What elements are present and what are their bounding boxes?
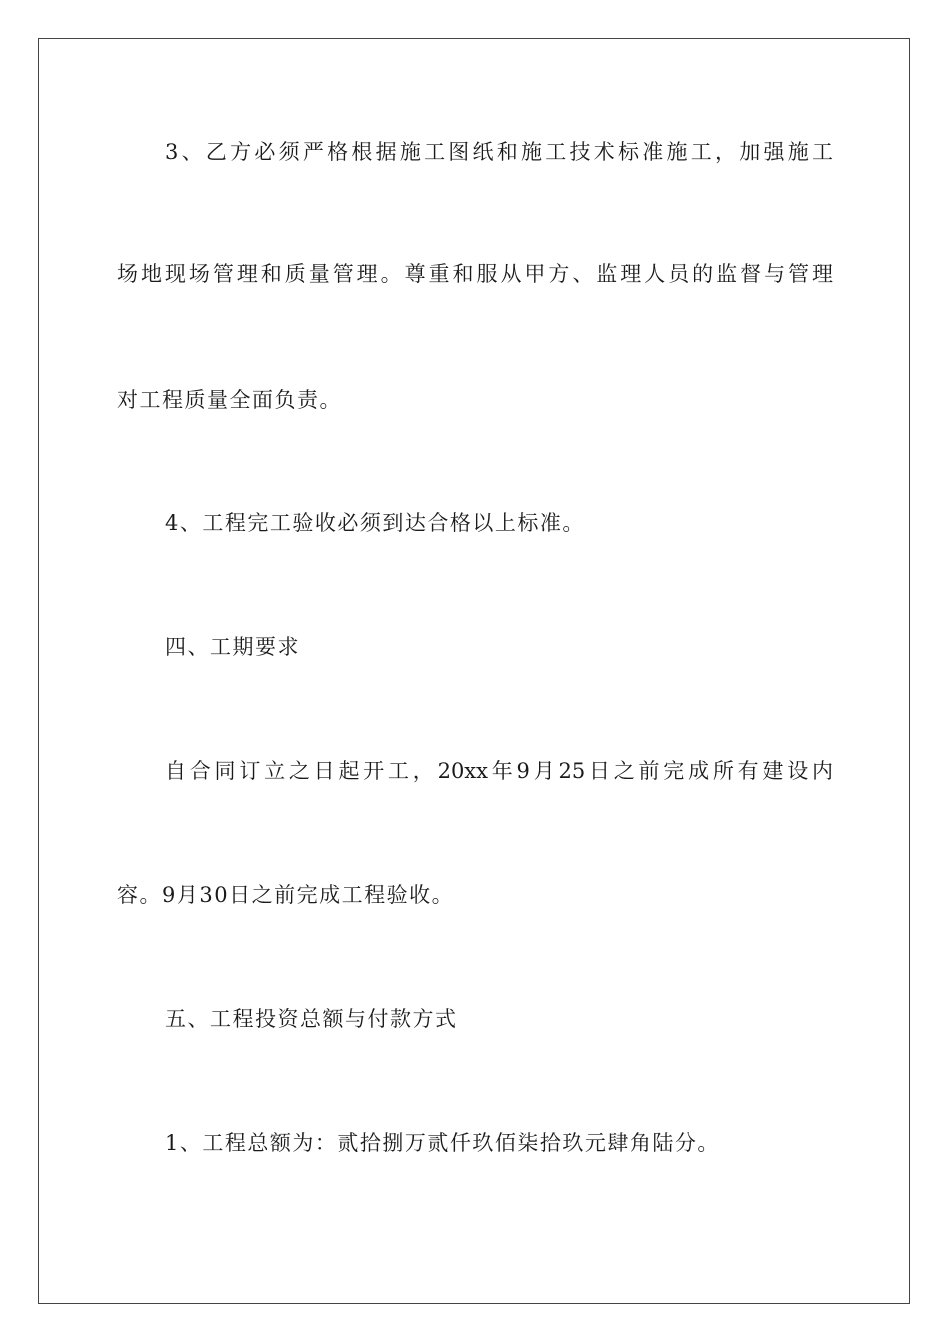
paragraph-line-4: 4、工程完工验收必须到达合格以上标准。 — [165, 511, 585, 535]
page-border — [38, 38, 910, 1304]
section-heading-schedule: 四、工期要求 — [165, 635, 300, 659]
paragraph-line-6: 自合同订立之日起开工，20xx年9月25日之前完成所有建设内 — [165, 759, 833, 783]
section-heading-investment: 五、工程投资总额与付款方式 — [165, 1007, 458, 1031]
paragraph-line-2: 场地现场管理和质量管理。尊重和服从甲方、监理人员的监督与管理 — [117, 262, 833, 286]
paragraph-line-7: 容。9月30日之前完成工程验收。 — [117, 883, 455, 907]
paragraph-line-9: 1、工程总额为：贰拾捌万贰仟玖佰柒拾玖元肆角陆分。 — [165, 1131, 720, 1155]
paragraph-line-3: 对工程质量全面负责。 — [117, 388, 342, 412]
paragraph-line-1: 3、乙方必须严格根据施工图纸和施工技术标准施工，加强施工 — [165, 140, 833, 164]
